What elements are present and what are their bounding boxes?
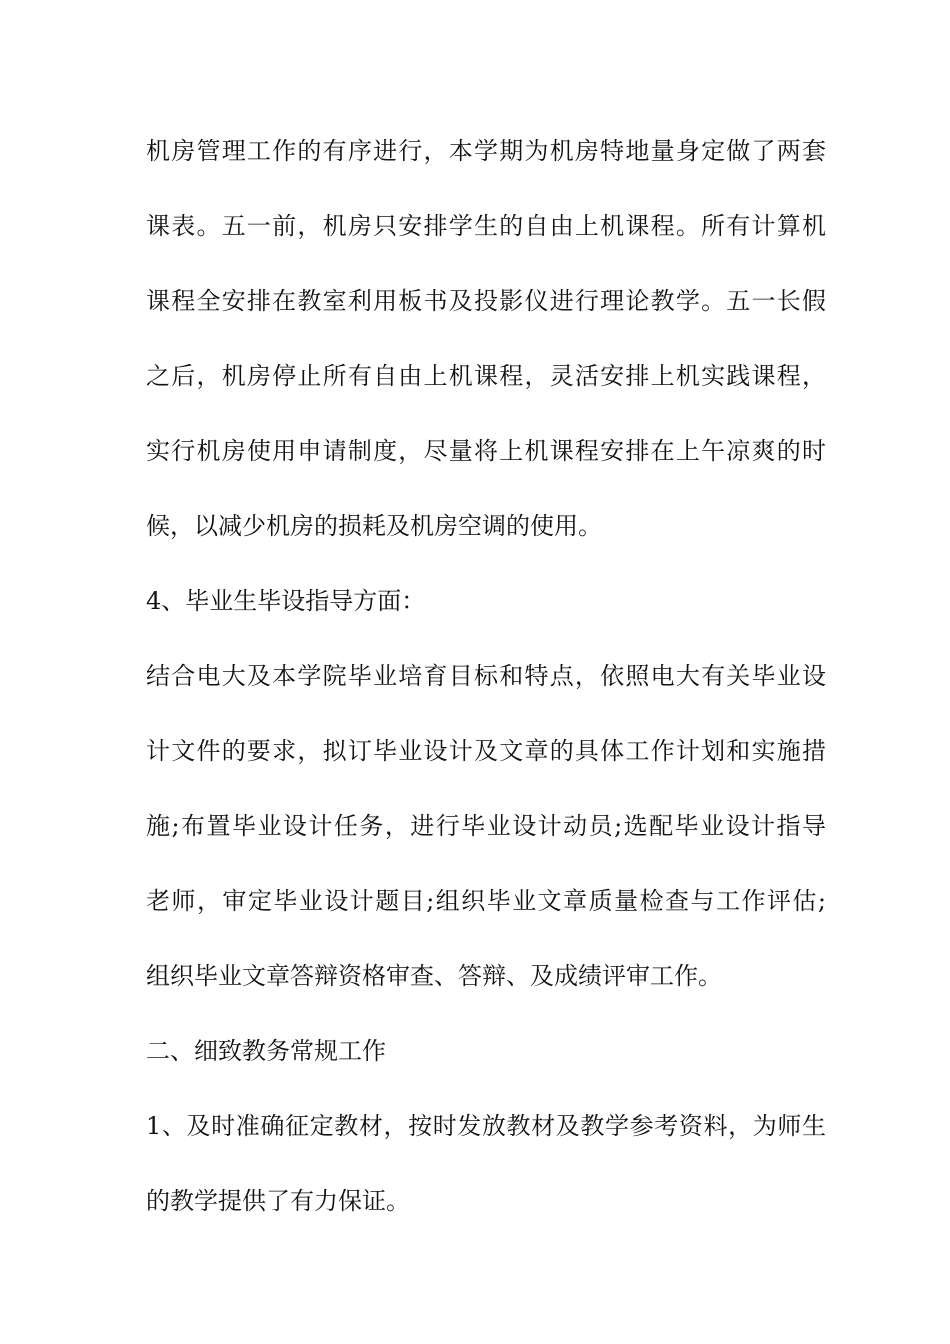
paragraph-line: 课程全安排在教室利用板书及投影仪进行理论教学。五一长假 bbox=[146, 287, 826, 315]
paragraph-line: 组织毕业文章答辩资格审查、答辩、及成绩评审工作。 bbox=[146, 962, 722, 990]
paragraph-line: 老师，审定毕业设计题目;组织毕业文章质量检查与工作评估; bbox=[146, 887, 826, 915]
section-heading: 4、毕业生毕设指导方面： bbox=[146, 587, 426, 615]
paragraph-line: 候，以减少机房的损耗及机房空调的使用。 bbox=[146, 512, 602, 540]
paragraph-line: 之后，机房停止所有自由上机课程，灵活安排上机实践课程， bbox=[146, 362, 826, 390]
paragraph-line: 计文件的要求，拟订毕业设计及文章的具体工作计划和实施措 bbox=[146, 737, 826, 765]
paragraph-line: 机房管理工作的有序进行，本学期为机房特地量身定做了两套 bbox=[146, 137, 826, 165]
paragraph-line: 实行机房使用申请制度，尽量将上机课程安排在上午凉爽的时 bbox=[146, 437, 826, 465]
paragraph-line: 结合电大及本学院毕业培育目标和特点，依照电大有关毕业设 bbox=[146, 662, 826, 690]
section-heading: 二、细致教务常规工作 bbox=[146, 1037, 386, 1065]
paragraph-line: 的教学提供了有力保证。 bbox=[146, 1187, 410, 1215]
paragraph-line: 施;布置毕业设计任务，进行毕业设计动员;选配毕业设计指导 bbox=[146, 812, 826, 840]
paragraph-line: 1、及时准确征定教材，按时发放教材及教学参考资料，为师生 bbox=[146, 1112, 826, 1140]
paragraph-line: 课表。五一前，机房只安排学生的自由上机课程。所有计算机 bbox=[146, 212, 826, 240]
